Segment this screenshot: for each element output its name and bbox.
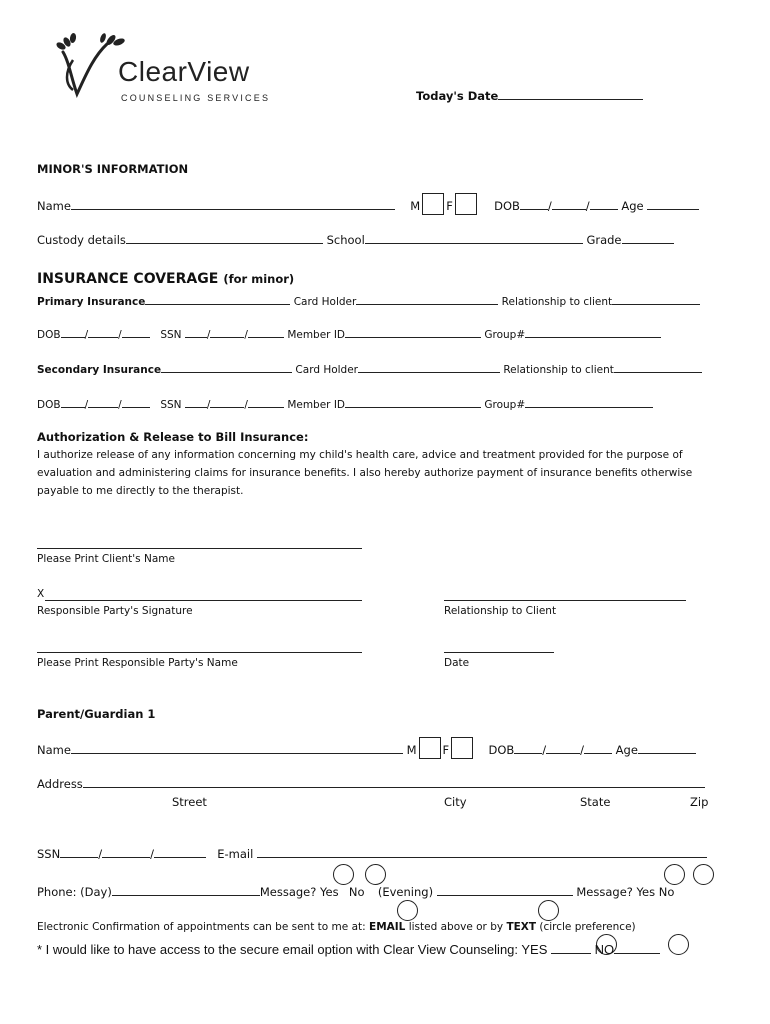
guardian1-ssn-3[interactable] — [154, 845, 206, 858]
signature-line[interactable] — [45, 600, 362, 601]
minor-dob-label: DOB — [494, 199, 520, 213]
email-pref-circle[interactable] — [397, 900, 418, 921]
evening-message-label: Message? — [576, 885, 633, 899]
guardian1-heading: Parent/Guardian 1 — [37, 707, 156, 721]
confirmation-middle: listed above or by — [405, 921, 507, 933]
primary-insurance-label: Primary Insurance — [37, 296, 146, 308]
phone-day-field[interactable] — [112, 883, 260, 896]
authorization-line-2: evaluation and administering claims for insurance benefits. I also hereby authorize payment of insurance benefits otherwise — [37, 467, 693, 479]
primary-dob-label: DOB — [37, 329, 61, 341]
guardian1-email-field[interactable] — [257, 845, 707, 858]
secure-email-row — [37, 942, 660, 957]
logo-leaf-icon — [55, 32, 125, 102]
party-name-line[interactable] — [37, 652, 362, 653]
date-label: Date — [444, 657, 470, 669]
logo-brand: ClearView — [118, 56, 250, 87]
guardian1-ssn-1[interactable] — [60, 845, 98, 858]
text-option[interactable]: TEXT — [506, 921, 537, 933]
street-label: Street — [172, 795, 207, 809]
primary-details-row: DOB / / SSN / / Member ID Group# — [37, 325, 661, 341]
minor-m-label: M — [410, 199, 421, 213]
secondary-ssn-2[interactable] — [210, 395, 244, 408]
guardian1-dob-day[interactable] — [546, 741, 580, 754]
todays-date-label: Today's Date — [416, 89, 499, 103]
custody-label: Custody details — [37, 233, 126, 247]
primary-insurance-row — [37, 292, 700, 308]
guardian1-dob-year[interactable] — [584, 741, 612, 754]
secondary-relationship-label: Relationship to client — [503, 364, 614, 376]
date-line[interactable] — [444, 652, 554, 653]
confirmation-prefix: Electronic Confirmation of appointments can be sent to me at: — [37, 921, 370, 933]
signature-label: Responsible Party's Signature — [37, 605, 193, 617]
relationship-label: Relationship to Client — [444, 605, 557, 617]
primary-dob-day[interactable] — [88, 325, 118, 338]
primary-ssn-3[interactable] — [248, 325, 284, 338]
todays-date-row — [416, 87, 643, 103]
primary-dob-year[interactable] — [122, 325, 150, 338]
phone-evening-field[interactable] — [437, 883, 573, 896]
minor-heading: MINOR'S INFORMATION — [37, 162, 189, 176]
grade-field[interactable] — [622, 231, 674, 244]
confirmation-suffix: (circle preference) — [536, 921, 636, 933]
authorization-line-3: payable to me directly to the therapist. — [37, 485, 244, 497]
secondary-ssn-label: SSN — [160, 399, 182, 411]
secondary-dob-day[interactable] — [88, 395, 118, 408]
guardian1-m-label: M — [406, 743, 417, 757]
minor-age-field[interactable] — [647, 197, 699, 210]
guardian1-age-field[interactable] — [638, 741, 696, 754]
evening-yes-circle[interactable] — [664, 864, 685, 885]
client-name-line[interactable] — [37, 548, 362, 549]
guardian1-email-label: E-mail — [217, 847, 254, 861]
secondary-member-id-label: Member ID — [287, 399, 346, 411]
day-no-label[interactable]: No — [348, 885, 365, 899]
day-yes-label[interactable]: Yes — [320, 885, 339, 899]
guardian1-address-row — [37, 775, 705, 791]
minor-age-label: Age — [621, 199, 644, 213]
secondary-relationship-field[interactable] — [614, 360, 702, 373]
primary-group-label: Group# — [484, 329, 526, 341]
grade-label: Grade — [586, 233, 622, 247]
signature-x: X — [37, 588, 45, 600]
secondary-card-holder-label: Card Holder — [295, 364, 359, 376]
primary-member-id-field[interactable] — [345, 325, 481, 338]
minor-name-label: Name — [37, 199, 71, 213]
day-no-circle[interactable] — [365, 864, 386, 885]
evening-no-circle[interactable] — [693, 864, 714, 885]
secondary-member-id-field[interactable] — [345, 395, 481, 408]
insurance-heading-suffix: (for minor) — [223, 272, 295, 286]
authorization-line-1: I authorize release of any information concerning my child's health care, advice and treatment provided for the purpose of — [37, 449, 683, 461]
phone-day-label: Phone: (Day) — [37, 885, 112, 899]
custody-field[interactable] — [126, 231, 323, 244]
guardian1-m-checkbox[interactable] — [419, 737, 441, 759]
primary-group-field[interactable] — [525, 325, 661, 338]
guardian1-age-label: Age — [615, 743, 638, 757]
day-yes-circle[interactable] — [333, 864, 354, 885]
minor-dob-day[interactable] — [552, 197, 586, 210]
school-field[interactable] — [365, 231, 583, 244]
secure-email-text: * I would like to have access to the secure email option with Clear View Counseling: YES — [37, 942, 548, 957]
evening-no-label[interactable]: No — [658, 885, 675, 899]
zip-label: Zip — [690, 795, 709, 809]
secondary-dob-label: DOB — [37, 399, 61, 411]
primary-insurance-field[interactable] — [145, 292, 290, 305]
guardian1-address-label: Address — [37, 777, 83, 791]
logo-subtitle: COUNSELING SERVICES — [121, 93, 271, 103]
secondary-group-label: Group# — [484, 399, 526, 411]
guardian1-name-field[interactable] — [71, 741, 403, 754]
guardian1-f-label: F — [442, 743, 450, 757]
minor-name-field[interactable] — [71, 197, 395, 210]
secondary-insurance-field[interactable] — [161, 360, 292, 373]
insurance-heading — [37, 268, 294, 287]
phone-evening-label: (Evening) — [377, 885, 434, 899]
primary-relationship-label: Relationship to client — [501, 296, 613, 308]
secondary-insurance-row — [37, 360, 702, 376]
secondary-group-field[interactable] — [525, 395, 653, 408]
primary-card-holder-label: Card Holder — [293, 296, 357, 308]
minor-custody-row — [37, 231, 674, 247]
secure-no-label: NO — [594, 942, 615, 957]
insurance-heading-text: INSURANCE COVERAGE — [37, 271, 219, 287]
minor-f-label: F — [446, 199, 453, 213]
primary-ssn-2[interactable] — [210, 325, 244, 338]
primary-dob-month[interactable] — [61, 325, 85, 338]
state-label: State — [580, 795, 611, 809]
authorization-heading: Authorization & Release to Bill Insurance: — [37, 430, 309, 444]
relationship-line[interactable] — [444, 600, 686, 601]
party-name-label: Please Print Responsible Party's Name — [37, 657, 238, 669]
secure-no-field[interactable] — [614, 943, 660, 954]
minor-f-checkbox[interactable] — [455, 193, 477, 215]
secondary-dob-month[interactable] — [61, 395, 85, 408]
guardian1-ssn-2[interactable] — [102, 845, 150, 858]
guardian1-name-row: Name M F DOB / / Age — [37, 737, 696, 759]
primary-member-id-label: Member ID — [287, 329, 346, 341]
confirmation-row — [37, 921, 636, 933]
minor-m-checkbox[interactable] — [422, 193, 444, 215]
day-message-label: Message? — [259, 885, 317, 899]
guardian1-ssn-row: SSN / / E-mail — [37, 845, 707, 861]
secondary-dob-year[interactable] — [122, 395, 150, 408]
minor-dob-month[interactable] — [520, 197, 548, 210]
guardian1-dob-month[interactable] — [514, 741, 542, 754]
text-pref-circle[interactable] — [538, 900, 559, 921]
guardian1-ssn-label: SSN — [37, 847, 61, 861]
secondary-insurance-label: Secondary Insurance — [37, 364, 162, 376]
evening-yes-label[interactable]: Yes — [636, 885, 656, 899]
primary-ssn-label: SSN — [160, 329, 182, 341]
logo — [55, 32, 270, 107]
guardian1-name-label: Name — [37, 743, 71, 757]
client-name-label: Please Print Client's Name — [37, 553, 175, 565]
city-label: City — [444, 795, 467, 809]
guardian1-address-field[interactable] — [83, 775, 705, 788]
school-label: School — [326, 233, 365, 247]
primary-ssn-1[interactable] — [185, 325, 207, 338]
minor-name-row: Name M F DOB / / Age — [37, 193, 699, 215]
guardian1-dob-label: DOB — [488, 743, 515, 757]
secondary-card-holder-field[interactable] — [358, 360, 500, 373]
email-option[interactable]: EMAIL — [369, 921, 406, 933]
secure-yes-field[interactable] — [551, 943, 591, 954]
guardian1-f-checkbox[interactable] — [451, 737, 473, 759]
secondary-details-row: DOB / / SSN / / Member ID Group# — [37, 395, 653, 411]
minor-dob-year[interactable] — [590, 197, 618, 210]
secure-no-circle[interactable] — [668, 934, 689, 955]
primary-card-holder-field[interactable] — [356, 292, 498, 305]
todays-date-field[interactable] — [498, 87, 643, 100]
secondary-ssn-3[interactable] — [248, 395, 284, 408]
primary-relationship-field[interactable] — [612, 292, 700, 305]
secondary-ssn-1[interactable] — [185, 395, 207, 408]
guardian1-phone-row — [37, 883, 674, 899]
